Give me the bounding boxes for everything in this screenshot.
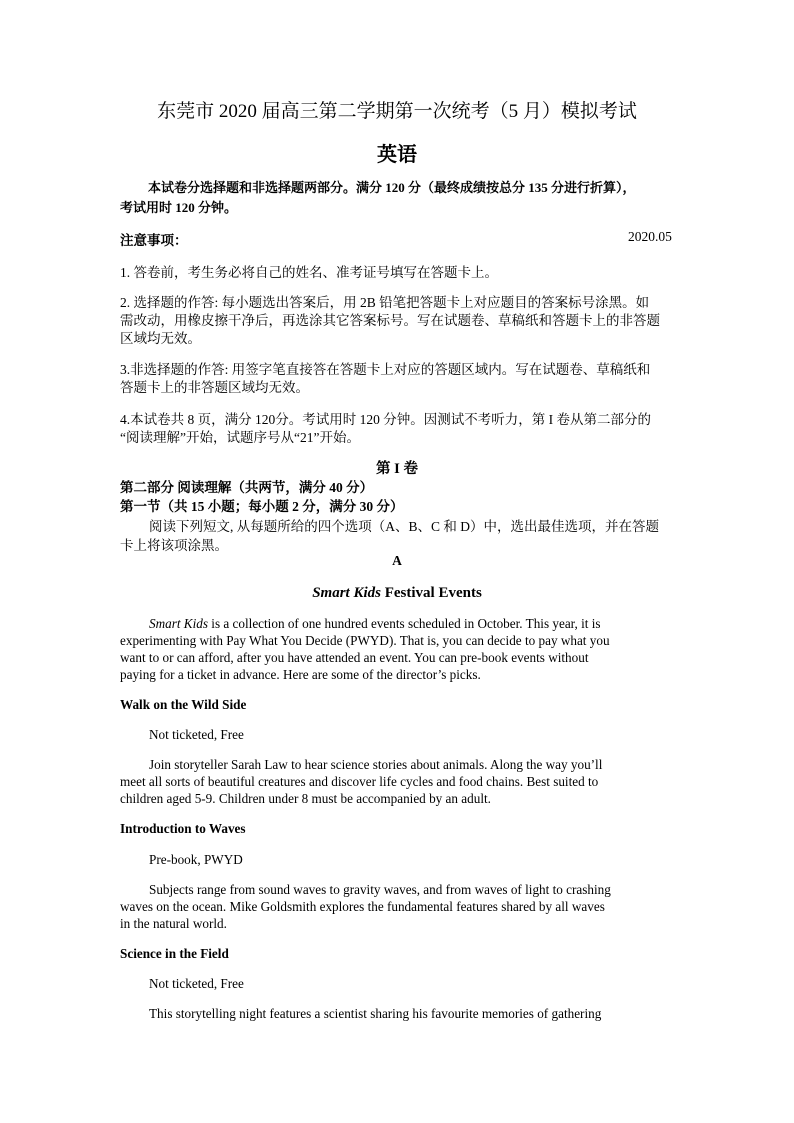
passage-title-rest: Festival Events <box>380 585 482 601</box>
event-1-line-2: meet all sorts of beautiful creatures and discover life cycles and food chains. Best suited to <box>120 774 599 789</box>
notice-item-1: 1. 答卷前，考生务必将自己的姓名、准考证号填写在答题卡上。 <box>120 265 498 280</box>
exam-intro-line-2: 考试用时 120 分钟。 <box>120 200 238 215</box>
event-3-title: Science in the Field <box>120 946 229 961</box>
event-2-ticket: Pre-book, PWYD <box>149 852 243 867</box>
event-3-line-1: This storytelling night features a scientist sharing his favourite memories of gathering <box>149 1006 602 1021</box>
passage-title <box>0 585 794 602</box>
volume-label: 第 I 卷 <box>376 461 418 477</box>
part-two-heading: 第二部分 阅读理解（共两节，满分 40 分） <box>120 480 374 495</box>
notice-item-4-line-2: “阅读理解”开始，试题序号从“21”开始。 <box>120 430 360 445</box>
notice-item-3-line-1: 3.非选择题的作答: 用签字笔直接答在答题卡上对应的答题区域内。写在试题卷、草稿纸和 <box>120 362 651 377</box>
exam-title: 东莞市 2020 届高三第二学期第一次统考（5 月）模拟考试 <box>157 101 637 122</box>
event-2-line-1: Subjects range from sound waves to gravity waves, and from waves of light to crashing <box>149 882 611 897</box>
notice-item-4-line-1: 4.本试卷共 8 页，满分 120分。考试用时 120 分钟。因测试不考听力，第 I 卷从第二部分的 <box>120 412 651 427</box>
event-1-ticket: Not ticketed, Free <box>149 727 244 742</box>
event-2-title: Introduction to Waves <box>120 821 246 836</box>
event-1-line-3: children aged 5-9. Children under 8 must be accompanied by an adult. <box>120 791 491 806</box>
passage-p1-line-4: paying for a ticket in advance. Here are some of the director’s picks. <box>120 667 481 682</box>
exam-intro-line-1: 本试卷分选择题和非选择题两部分。满分 120 分（最终成绩按总分 135 分进行折算）， <box>148 180 636 195</box>
notice-item-3-line-2: 答题卡上的非答题区域均无效。 <box>120 380 309 395</box>
passage-p1-line-3: want to or can afford, after you have attended an event. You can pre-book events without <box>120 650 589 665</box>
event-1-title: Walk on the Wild Side <box>120 697 247 712</box>
exam-date: 2020.05 <box>628 229 672 244</box>
passage-p1-line-1-rest: is a collection of one hundred events scheduled in October. This year, it is <box>208 616 601 631</box>
instruction-line-2: 卡上将该项涂黑。 <box>120 538 228 553</box>
passage-p1-line-1 <box>149 616 601 632</box>
notice-item-2-line-3: 区域均无效。 <box>120 331 201 346</box>
passage-p1-line-2: experimenting with Pay What You Decide (PWYD). That is, you can decide to pay what you <box>120 633 610 648</box>
notice-item-2-line-2: 需改动，用橡皮擦干净后，再选涂其它答案标号。写在试题卷、草稿纸和答题卡上的非答题 <box>120 313 660 328</box>
notice-heading: 注意事项： <box>120 233 188 248</box>
event-1-line-1: Join storyteller Sarah Law to hear science stories about animals. Along the way you’ll <box>149 757 603 772</box>
event-2-line-3: in the natural world. <box>120 916 227 931</box>
passage-p1-italic: Smart Kids <box>149 616 208 631</box>
event-3-ticket: Not ticketed, Free <box>149 976 244 991</box>
section-one-heading: 第一节（共 15 小题；每小题 2 分，满分 30 分） <box>120 499 404 514</box>
instruction-line-1: 阅读下列短文, 从每题所给的四个选项（A、B、C 和 D）中，选出最佳选项，并在答题 <box>149 519 660 534</box>
notice-item-2-line-1: 2. 选择题的作答: 每小题选出答案后，用 2B 铅笔把答题卡上对应题目的答案标号涂黑。如 <box>120 295 650 310</box>
passage-label: A <box>392 553 402 568</box>
passage-title-italic: Smart Kids <box>312 585 381 601</box>
event-2-line-2: waves on the ocean. Mike Goldsmith explores the fundamental features shared by all waves <box>120 899 605 914</box>
subject-heading: 英语 <box>377 144 417 166</box>
